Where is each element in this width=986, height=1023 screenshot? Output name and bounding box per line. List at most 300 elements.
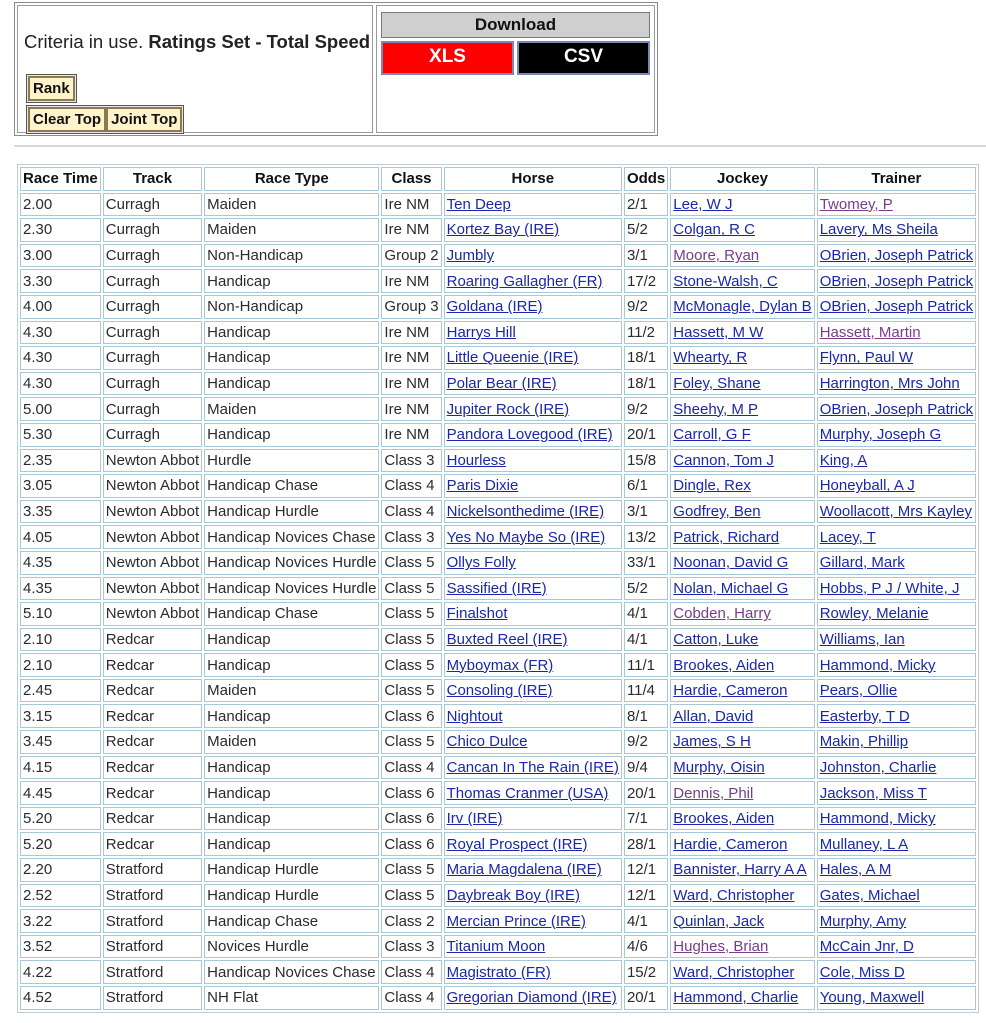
races-table — [17, 164, 979, 1013]
horse-link[interactable]: Royal Prospect (IRE) — [446, 835, 588, 853]
horse-link[interactable]: Paris Dixie — [446, 477, 519, 495]
trainer-link[interactable]: Hammond, Micky — [819, 656, 936, 674]
jockey-link[interactable]: Foley, Shane — [673, 375, 761, 393]
table-row — [20, 577, 976, 601]
odds-cell: 33/1 — [624, 551, 668, 575]
trainer-link[interactable]: Honeyball, A J — [819, 477, 915, 495]
race-type-cell: Handicap Hurdle — [204, 884, 379, 908]
jockey-cell — [670, 321, 814, 345]
trainer-link[interactable]: Pears, Ollie — [819, 682, 898, 700]
race-time-cell: 3.30 — [20, 269, 101, 293]
track-cell: Stratford — [103, 884, 202, 908]
horse-cell — [444, 423, 622, 447]
trainer-link[interactable]: Lavery, Ms Sheila — [819, 221, 938, 239]
table-row — [20, 858, 976, 882]
top-buttons-box — [26, 105, 184, 134]
jockey-link[interactable]: Ward, Christopher — [673, 963, 795, 981]
jockey-link[interactable]: Cobden, Harry — [673, 605, 771, 623]
jockey-link[interactable]: Hardie, Cameron — [673, 835, 788, 853]
trainer-link[interactable]: Twomey, P — [819, 195, 893, 213]
table-row — [20, 909, 976, 933]
jockey-cell — [670, 577, 814, 601]
trainer-cell — [817, 653, 976, 677]
table-row — [20, 244, 976, 268]
track-cell: Curragh — [103, 321, 202, 345]
odds-cell: 9/2 — [624, 730, 668, 754]
trainer-cell — [817, 986, 976, 1010]
horse-link[interactable]: Kortez Bay (IRE) — [446, 221, 560, 239]
trainer-link[interactable]: Rowley, Melanie — [819, 605, 929, 623]
jockey-link[interactable]: Hughes, Brian — [673, 938, 769, 956]
race-type-cell: Handicap — [204, 269, 379, 293]
race-time-cell: 2.52 — [20, 884, 101, 908]
horse-link[interactable]: Buxted Reel (IRE) — [446, 630, 568, 648]
track-cell: Redcar — [103, 679, 202, 703]
jockey-cell — [670, 602, 814, 626]
races-table-body — [20, 193, 976, 1010]
jockey-link[interactable]: Godfrey, Ben — [673, 503, 761, 521]
race-type-cell: Handicap — [204, 756, 379, 780]
race-type-cell: Handicap Chase — [204, 474, 379, 498]
trainer-cell — [817, 577, 976, 601]
horse-link[interactable]: Cancan In The Rain (IRE) — [446, 758, 619, 776]
horse-cell — [444, 295, 622, 319]
track-cell: Stratford — [103, 935, 202, 959]
horse-link[interactable]: Irv (IRE) — [446, 810, 503, 828]
odds-cell: 3/1 — [624, 244, 668, 268]
race-time-cell: 3.00 — [20, 244, 101, 268]
horse-link[interactable]: Daybreak Boy (IRE) — [446, 886, 580, 904]
horse-link[interactable]: Magistrato (FR) — [446, 963, 551, 981]
table-row — [20, 704, 976, 728]
horse-link[interactable]: Polar Bear (IRE) — [446, 375, 557, 393]
table-row — [20, 269, 976, 293]
horse-link[interactable]: Finalshot — [446, 605, 508, 623]
horse-link[interactable]: Little Queenie (IRE) — [446, 349, 579, 367]
trainer-link[interactable]: Murphy, Amy — [819, 912, 907, 930]
race-type-cell: Handicap Novices Hurdle — [204, 577, 379, 601]
jockey-link[interactable]: Carroll, G F — [673, 426, 751, 444]
jockey-link[interactable]: Hammond, Charlie — [673, 989, 799, 1007]
trainer-cell — [817, 449, 976, 473]
trainer-cell — [817, 935, 976, 959]
jockey-link[interactable]: Patrick, Richard — [673, 528, 780, 546]
table-row — [20, 986, 976, 1010]
horse-cell — [444, 628, 622, 652]
race-type-cell: Handicap Hurdle — [204, 500, 379, 524]
column-header-race-time: Race Time — [20, 167, 101, 191]
odds-cell: 3/1 — [624, 500, 668, 524]
trainer-link[interactable]: Hales, A M — [819, 861, 892, 879]
xls-download-button[interactable]: XLS — [381, 41, 514, 75]
horse-link[interactable]: Goldana (IRE) — [446, 298, 543, 316]
horse-link[interactable]: Harrys Hill — [446, 323, 516, 341]
jockey-link[interactable]: Sheehy, M P — [673, 400, 759, 418]
jockey-cell — [670, 986, 814, 1010]
race-time-cell: 5.20 — [20, 832, 101, 856]
horse-cell — [444, 346, 622, 370]
track-cell: Newton Abbot — [103, 551, 202, 575]
race-type-cell: Handicap — [204, 372, 379, 396]
jockey-link[interactable]: Colgan, R C — [673, 221, 755, 239]
class-cell: Ire NM — [381, 321, 441, 345]
race-type-cell: Handicap Novices Chase — [204, 525, 379, 549]
jockey-link[interactable]: Dennis, Phil — [673, 784, 754, 802]
jockey-link[interactable]: Allan, David — [673, 707, 754, 725]
track-cell: Stratford — [103, 858, 202, 882]
race-time-cell: 5.20 — [20, 807, 101, 831]
class-cell: Group 3 — [381, 295, 441, 319]
horse-cell — [444, 960, 622, 984]
class-cell: Class 5 — [381, 884, 441, 908]
race-type-cell: Maiden — [204, 397, 379, 421]
criteria-cell — [17, 5, 373, 133]
trainer-cell — [817, 832, 976, 856]
horse-link[interactable]: Gregorian Diamond (IRE) — [446, 989, 617, 1007]
horse-link[interactable]: Mercian Prince (IRE) — [446, 912, 586, 930]
horse-link[interactable]: Nickelsonthedime (IRE) — [446, 503, 605, 521]
jockey-link[interactable]: Ward, Christopher — [673, 886, 795, 904]
class-cell: Class 4 — [381, 500, 441, 524]
class-cell: Class 4 — [381, 756, 441, 780]
horse-cell — [444, 807, 622, 831]
horse-cell — [444, 551, 622, 575]
jockey-cell — [670, 884, 814, 908]
odds-cell: 28/1 — [624, 832, 668, 856]
criteria-panel — [14, 2, 658, 136]
class-cell: Class 6 — [381, 781, 441, 805]
table-row — [20, 449, 976, 473]
trainer-cell — [817, 295, 976, 319]
race-type-cell: Handicap — [204, 781, 379, 805]
race-type-cell: Handicap Novices Hurdle — [204, 551, 379, 575]
trainer-link[interactable]: OBrien, Joseph Patrick — [819, 272, 974, 290]
race-type-cell: Handicap Chase — [204, 909, 379, 933]
table-row — [20, 474, 976, 498]
odds-cell: 20/1 — [624, 986, 668, 1010]
race-time-cell: 4.05 — [20, 525, 101, 549]
horse-link[interactable]: Ten Deep — [446, 195, 511, 213]
trainer-cell — [817, 679, 976, 703]
trainer-cell — [817, 218, 976, 242]
jockey-cell — [670, 935, 814, 959]
race-type-cell: Non-Handicap — [204, 295, 379, 319]
jockey-link[interactable]: Murphy, Oisin — [673, 758, 765, 776]
jockey-link[interactable]: Brookes, Aiden — [673, 810, 775, 828]
trainer-link[interactable]: OBrien, Joseph Patrick — [819, 298, 974, 316]
trainer-link[interactable]: Lacey, T — [819, 528, 876, 546]
jockey-link[interactable]: Lee, W J — [673, 195, 733, 213]
class-cell: Class 3 — [381, 525, 441, 549]
trainer-link[interactable]: Cole, Miss D — [819, 963, 905, 981]
separator — [14, 145, 986, 147]
track-cell: Newton Abbot — [103, 500, 202, 524]
trainer-cell — [817, 193, 976, 217]
criteria-text — [24, 31, 370, 53]
trainer-link[interactable]: Johnston, Charlie — [819, 758, 937, 776]
race-type-cell: Maiden — [204, 679, 379, 703]
track-cell: Redcar — [103, 781, 202, 805]
trainer-link[interactable]: Hammond, Micky — [819, 810, 936, 828]
jockey-link[interactable]: Quinlan, Jack — [673, 912, 765, 930]
race-time-cell: 2.35 — [20, 449, 101, 473]
race-type-cell: Handicap — [204, 807, 379, 831]
horse-cell — [444, 372, 622, 396]
trainer-cell — [817, 756, 976, 780]
table-row — [20, 653, 976, 677]
race-time-cell: 4.35 — [20, 551, 101, 575]
trainer-link[interactable]: Hobbs, P J / White, J — [819, 579, 960, 597]
horse-link[interactable]: Jupiter Rock (IRE) — [446, 400, 570, 418]
race-type-cell: Maiden — [204, 730, 379, 754]
race-time-cell: 2.30 — [20, 218, 101, 242]
jockey-link[interactable]: Dingle, Rex — [673, 477, 751, 495]
horse-link[interactable]: Jumbly — [446, 247, 495, 265]
class-cell: Class 5 — [381, 551, 441, 575]
jockey-cell — [670, 781, 814, 805]
jockey-cell — [670, 807, 814, 831]
table-row — [20, 781, 976, 805]
horse-link[interactable]: Maria Magdalena (IRE) — [446, 861, 602, 879]
trainer-link[interactable]: Woollacott, Mrs Kayley — [819, 503, 972, 521]
jockey-cell — [670, 679, 814, 703]
class-cell: Class 5 — [381, 653, 441, 677]
horse-cell — [444, 679, 622, 703]
class-cell: Class 4 — [381, 960, 441, 984]
trainer-cell — [817, 500, 976, 524]
class-cell: Class 5 — [381, 730, 441, 754]
race-time-cell: 4.30 — [20, 372, 101, 396]
table-row — [20, 525, 976, 549]
trainer-link[interactable]: McCain Jnr, D — [819, 938, 914, 956]
trainer-cell — [817, 884, 976, 908]
trainer-cell — [817, 551, 976, 575]
class-cell: Ire NM — [381, 397, 441, 421]
class-cell: Class 4 — [381, 986, 441, 1010]
jockey-cell — [670, 858, 814, 882]
trainer-cell — [817, 807, 976, 831]
trainer-link[interactable]: Flynn, Paul W — [819, 349, 914, 367]
column-header-odds: Odds — [624, 167, 668, 191]
horse-link[interactable]: Pandora Lovegood (IRE) — [446, 426, 613, 444]
horse-link[interactable]: Nightout — [446, 707, 503, 725]
jockey-link[interactable]: Nolan, Michael G — [673, 579, 789, 597]
odds-cell: 9/4 — [624, 756, 668, 780]
trainer-cell — [817, 602, 976, 626]
race-time-cell: 3.52 — [20, 935, 101, 959]
trainer-cell — [817, 960, 976, 984]
jockey-link[interactable]: McMonagle, Dylan B — [673, 298, 812, 316]
race-time-cell: 5.00 — [20, 397, 101, 421]
table-row — [20, 960, 976, 984]
race-type-cell: Handicap — [204, 832, 379, 856]
trainer-link[interactable]: Gates, Michael — [819, 886, 920, 904]
download-header: Download — [381, 12, 650, 38]
track-cell: Curragh — [103, 295, 202, 319]
trainer-cell — [817, 321, 976, 345]
race-time-cell: 2.20 — [20, 858, 101, 882]
trainer-link[interactable]: Williams, Ian — [819, 630, 905, 648]
jockey-link[interactable]: Hassett, M W — [673, 323, 764, 341]
horse-cell — [444, 397, 622, 421]
track-cell: Redcar — [103, 756, 202, 780]
trainer-link[interactable]: Harrington, Mrs John — [819, 375, 960, 393]
race-time-cell: 3.45 — [20, 730, 101, 754]
class-cell: Class 5 — [381, 628, 441, 652]
jockey-link[interactable]: Catton, Luke — [673, 630, 759, 648]
race-time-cell: 4.30 — [20, 346, 101, 370]
track-cell: Newton Abbot — [103, 474, 202, 498]
odds-cell: 13/2 — [624, 525, 668, 549]
jockey-link[interactable]: James, S H — [673, 733, 751, 751]
race-type-cell: Novices Hurdle — [204, 935, 379, 959]
table-row — [20, 372, 976, 396]
class-cell: Ire NM — [381, 423, 441, 447]
horse-cell — [444, 321, 622, 345]
rank-button[interactable]: Rank — [28, 76, 75, 101]
jockey-link[interactable]: Brookes, Aiden — [673, 656, 775, 674]
odds-cell: 9/2 — [624, 295, 668, 319]
track-cell: Curragh — [103, 244, 202, 268]
horse-cell — [444, 474, 622, 498]
trainer-cell — [817, 781, 976, 805]
odds-cell: 4/1 — [624, 628, 668, 652]
race-time-cell: 4.35 — [20, 577, 101, 601]
race-time-cell: 2.10 — [20, 628, 101, 652]
jockey-link[interactable]: Whearty, R — [673, 349, 748, 367]
odds-cell: 5/2 — [624, 577, 668, 601]
horse-cell — [444, 193, 622, 217]
horse-cell — [444, 500, 622, 524]
track-cell: Redcar — [103, 832, 202, 856]
class-cell: Class 5 — [381, 602, 441, 626]
trainer-link[interactable]: Young, Maxwell — [819, 989, 925, 1007]
odds-cell: 2/1 — [624, 193, 668, 217]
csv-download-button[interactable]: CSV — [517, 41, 650, 75]
horse-cell — [444, 832, 622, 856]
table-row — [20, 628, 976, 652]
horse-link[interactable]: Ollys Folly — [446, 554, 516, 572]
table-row — [20, 193, 976, 217]
jockey-cell — [670, 295, 814, 319]
jockey-link[interactable]: Stone-Walsh, C — [673, 272, 778, 290]
horse-link[interactable]: Thomas Cranmer (USA) — [446, 784, 609, 802]
race-time-cell: 2.10 — [20, 653, 101, 677]
trainer-link[interactable]: King, A — [819, 451, 868, 469]
table-row — [20, 397, 976, 421]
trainer-link[interactable]: Makin, Phillip — [819, 733, 909, 751]
table-row — [20, 756, 976, 780]
track-cell: Stratford — [103, 986, 202, 1010]
race-time-cell: 4.30 — [20, 321, 101, 345]
trainer-cell — [817, 474, 976, 498]
trainer-link[interactable]: Gillard, Mark — [819, 554, 905, 572]
odds-cell: 5/2 — [624, 218, 668, 242]
race-time-cell: 4.45 — [20, 781, 101, 805]
race-time-cell: 2.45 — [20, 679, 101, 703]
table-row — [20, 500, 976, 524]
track-cell: Stratford — [103, 909, 202, 933]
race-time-cell: 4.00 — [20, 295, 101, 319]
table-row — [20, 884, 976, 908]
horse-link[interactable]: Sassified (IRE) — [446, 579, 547, 597]
jockey-link[interactable]: Bannister, Harry A A — [673, 861, 807, 879]
odds-cell: 11/2 — [624, 321, 668, 345]
class-cell: Class 5 — [381, 679, 441, 703]
jockey-cell — [670, 551, 814, 575]
race-type-cell: Handicap — [204, 423, 379, 447]
horse-cell — [444, 858, 622, 882]
table-row — [20, 832, 976, 856]
odds-cell: 12/1 — [624, 884, 668, 908]
race-time-cell: 5.10 — [20, 602, 101, 626]
race-type-cell: Hurdle — [204, 449, 379, 473]
horse-link[interactable]: Yes No Maybe So (IRE) — [446, 528, 606, 546]
jockey-cell — [670, 193, 814, 217]
jockey-cell — [670, 449, 814, 473]
horse-link[interactable]: Myboymax (FR) — [446, 656, 554, 674]
class-cell: Class 6 — [381, 832, 441, 856]
jockey-cell — [670, 628, 814, 652]
jockey-link[interactable]: Moore, Ryan — [673, 247, 760, 265]
race-type-cell: Handicap Novices Chase — [204, 960, 379, 984]
race-type-cell: Maiden — [204, 218, 379, 242]
clear-top-button[interactable]: Clear Top — [28, 107, 106, 132]
column-header-track: Track — [103, 167, 202, 191]
horse-link[interactable]: Consoling (IRE) — [446, 682, 553, 700]
class-cell: Class 4 — [381, 474, 441, 498]
horse-link[interactable]: Hourless — [446, 451, 506, 469]
class-cell: Ire NM — [381, 372, 441, 396]
class-cell: Class 3 — [381, 935, 441, 959]
trainer-cell — [817, 909, 976, 933]
trainer-link[interactable]: Mullaney, L A — [819, 835, 909, 853]
horse-link[interactable]: Roaring Gallagher (FR) — [446, 272, 603, 290]
column-header-horse: Horse — [444, 167, 622, 191]
joint-top-button[interactable]: Joint Top — [106, 107, 182, 132]
odds-cell: 20/1 — [624, 781, 668, 805]
jockey-link[interactable]: Cannon, Tom J — [673, 451, 774, 469]
race-time-cell: 3.05 — [20, 474, 101, 498]
class-cell: Ire NM — [381, 193, 441, 217]
jockey-cell — [670, 218, 814, 242]
column-header-race-type: Race Type — [204, 167, 379, 191]
trainer-link[interactable]: Easterby, T D — [819, 707, 910, 725]
odds-cell: 4/6 — [624, 935, 668, 959]
track-cell: Curragh — [103, 193, 202, 217]
trainer-link[interactable]: Jackson, Miss T — [819, 784, 927, 802]
jockey-link[interactable]: Noonan, David G — [673, 554, 789, 572]
trainer-cell — [817, 730, 976, 754]
odds-cell: 18/1 — [624, 372, 668, 396]
horse-link[interactable]: Titanium Moon — [446, 938, 546, 956]
trainer-link[interactable]: Murphy, Joseph G — [819, 426, 942, 444]
trainer-link[interactable]: OBrien, Joseph Patrick — [819, 400, 974, 418]
jockey-link[interactable]: Hardie, Cameron — [673, 682, 788, 700]
jockey-cell — [670, 423, 814, 447]
trainer-link[interactable]: OBrien, Joseph Patrick — [819, 247, 974, 265]
horse-link[interactable]: Chico Dulce — [446, 733, 528, 751]
trainer-link[interactable]: Hassett, Martin — [819, 323, 921, 341]
horse-cell — [444, 909, 622, 933]
race-time-cell: 4.52 — [20, 986, 101, 1010]
odds-cell: 18/1 — [624, 346, 668, 370]
column-header-trainer: Trainer — [817, 167, 976, 191]
jockey-cell — [670, 500, 814, 524]
race-type-cell: Maiden — [204, 193, 379, 217]
race-time-cell: 3.35 — [20, 500, 101, 524]
table-row — [20, 807, 976, 831]
